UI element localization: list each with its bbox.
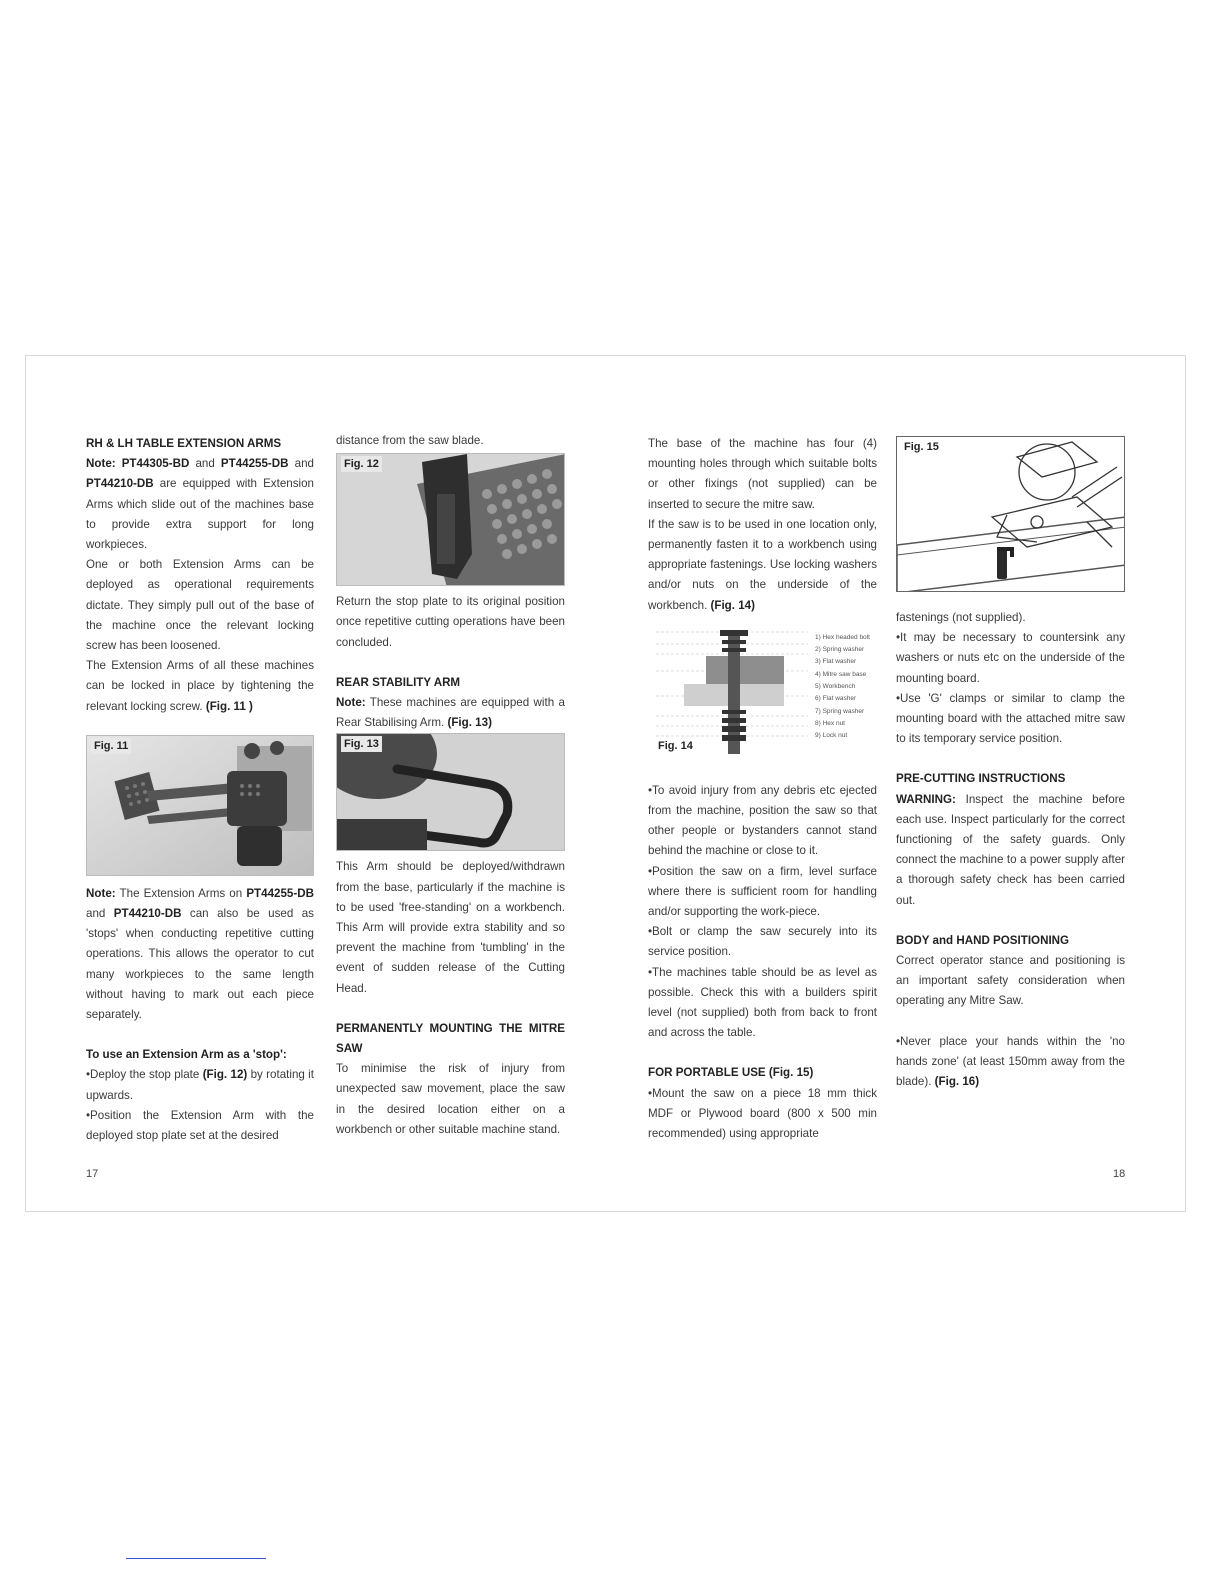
fig14-legend-item: 1) Hex headed bolt [815, 633, 870, 641]
fig14-legend [815, 632, 870, 743]
manual-spread [25, 355, 1186, 1212]
fig11-illustration [87, 736, 314, 876]
safety-bullet: •Bolt or clamp the saw securely into its service position. [648, 925, 877, 959]
fig14-legend-item: 7) Spring washer [815, 707, 865, 715]
extension-stop-note: Note: The Extension Arms on PT44255-DB and PT44210-DB can also be used as 'stops' when conducting repetitive cutting operations. This allows the operator to cut many workpieces to the same length without having to mark out each piece separately. [86, 886, 314, 1022]
safety-bullet: •To avoid injury from any debris etc ejected from the machine, position the saw so that other people or bystanders cannot stand behind the machine or close to it. [648, 783, 877, 858]
precutting-heading: PRE-CUTTING INSTRUCTIONS [896, 772, 1066, 786]
rear-stability-heading: REAR STABILITY ARM [336, 675, 461, 689]
column-4 [896, 436, 1125, 1092]
fig14-legend-item: 5) Workbench [815, 683, 856, 691]
body-positioning-text: Correct operator stance and positioning is an important safety consideration when operating any Mitre Saw. [896, 954, 1125, 1008]
fig12-photo [336, 453, 565, 586]
warning-text: WARNING: Inspect the machine before each use. Inspect particularly for the correct functioning of the safety guards. Only connect the machine to a power supply after a thorough safety check has been carried out. [896, 792, 1125, 907]
portable-use-heading: FOR PORTABLE USE (Fig. 15) [648, 1066, 814, 1080]
fasten-text: If the saw is to be used in one location only, permanently fasten it to a workbench using appropriate fastenings. Use locking washers and/or nuts on the underside of the workbench. (Fig. 14) [648, 517, 877, 612]
fig15-label: Fig. 15 [904, 441, 939, 453]
extension-arms-para3: The Extension Arms of all these machines can be locked in place by tightening the relevant locking screw. (Fig. 11 ) [86, 659, 314, 713]
body-positioning-heading: BODY and HAND POSITIONING [896, 933, 1070, 947]
link-underline[interactable] [126, 1558, 266, 1559]
column-3 [648, 434, 877, 1144]
page-number-left: 17 [86, 1168, 99, 1180]
fig14-legend-item: 9) Lock nut [815, 732, 848, 740]
clamp-bullet: •Use 'G' clamps or similar to clamp the mounting board with the attached mitre saw to its temporary service position. [896, 691, 1125, 746]
safety-bullet: •The machines table should be as level as possible. Check this with a builders spirit level (not supplied) both from back to front and across the table. [648, 965, 877, 1040]
fig14-legend-item: 6) Flat washer [815, 695, 857, 703]
base-mounting-text: The base of the machine has four (4) mounting holes through which suitable bolts or other fixings (not supplied) can be inserted to secure the mitre saw. [648, 437, 877, 511]
return-stop-text: Return the stop plate to its original position once repetitive cutting operations have been concluded. [336, 595, 565, 649]
column-1 [86, 434, 314, 1146]
extension-arms-heading: RH & LH TABLE EXTENSION ARMS [86, 437, 282, 450]
fig15-diagram [896, 436, 1125, 592]
fig11-photo [86, 735, 314, 876]
fig14-legend-item: 8) Hex nut [815, 719, 845, 727]
countersink-bullet: •It may be necessary to countersink any washers or nuts etc on the underside of the mounting board. [896, 631, 1125, 685]
fastenings-continued: fastenings (not supplied). [896, 611, 1026, 624]
fig13-label: Fig. 13 [341, 736, 382, 752]
fig13-photo [336, 733, 565, 851]
rear-stability-note: Note: These machines are equipped with a Rear Stabilising Arm. (Fig. 13) [336, 696, 565, 730]
fig12-illustration [337, 454, 565, 586]
fig14-legend-item: 3) Flat washer [815, 658, 857, 666]
fig15-illustration [897, 437, 1125, 592]
stop-bullet-1: •Deploy the stop plate (Fig. 12) by rotating it upwards. [86, 1068, 314, 1102]
permanent-mount-text: To minimise the risk of injury from unexpected saw movement, place the saw in the desired location either on a workbench or other suitable machine stand. [336, 1062, 565, 1136]
extension-arms-para2: One or both Extension Arms can be deployed as operational requirements dictate. They simply pull out of the base of the machine once the relevant locking screw has been loosened. [86, 558, 314, 653]
stop-continued: distance from the saw blade. [336, 434, 484, 447]
column-2 [336, 431, 565, 1140]
fig14-legend-item: 4) Mitre saw base [815, 670, 867, 678]
fig14-legend-item: 2) Spring washer [815, 646, 865, 654]
permanent-mount-heading: PERMANENTLY MOUNTING THE MITRE SAW [336, 1021, 565, 1056]
fig14-diagram [648, 626, 883, 761]
no-hands-zone-text: •Never place your hands within the 'no hands zone' (at least 150mm away from the blade). (Fig. 16) [896, 1034, 1125, 1089]
stop-bullet-2: •Position the Extension Arm with the deployed stop plate set at the desired [86, 1108, 314, 1143]
safety-bullet: •Position the saw on a firm, level surface where there is sufficient room for handling and/or supporting the work-piece. [648, 864, 877, 919]
portable-use-text: •Mount the saw on a piece 18 mm thick MDF or Plywood board (800 x 500 min recommended) using appropriate [648, 1086, 877, 1141]
rear-arm-text: This Arm should be deployed/withdrawn from the base, particularly if the machine is to be used 'free-standing' on a workbench. This Arm will provide extra stability and so prevent the machine from 'tumbling' in the event of sudden release of the Cutting Head. [336, 860, 565, 995]
extension-arms-note: Note: PT44305-BD and PT44255-DB and PT44210-DB are equipped with Extension Arms which slide out of the machines base to provide extra support for long workpieces. [86, 457, 314, 552]
fig12-label: Fig. 12 [341, 456, 382, 472]
fig11-label: Fig. 11 [91, 738, 131, 754]
stop-heading: To use an Extension Arm as a 'stop': [86, 1048, 287, 1062]
fig14-label: Fig. 14 [658, 739, 693, 752]
page-number-right: 18 [1113, 1168, 1126, 1180]
